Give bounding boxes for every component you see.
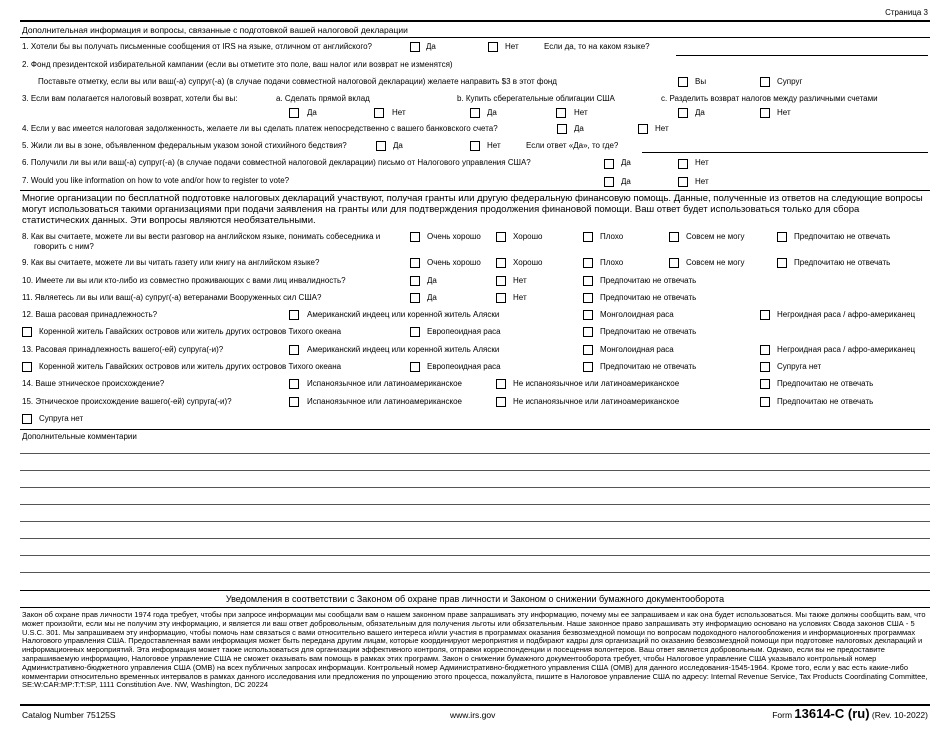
q7-no-label: Нет — [695, 177, 709, 186]
q12-option-checkbox[interactable] — [583, 327, 593, 337]
q6-text: 6. Получили ли вы или ваш(-а) супруг(-а) (в случае подачи совместной налоговой декларации) письмо от Налогового управления США? — [22, 158, 531, 167]
q5-yes-label: Да — [393, 141, 403, 150]
q12-option-checkbox[interactable] — [289, 310, 299, 320]
q5-no-checkbox[interactable] — [470, 141, 480, 151]
q8-text-line2: говорить с ним? — [34, 242, 94, 251]
form-number: 13614-C (ru) — [794, 706, 870, 721]
grant-paragraph: Многие организации по бесплатной подготовке налоговых деклараций участвуют, получая гранты или другую федеральную финансовую помощь. Данные, полученные из ответов на следующие вопросы могут использоваться такими организациями при подачи заявления на гранты или для подтверждения продолжения финановой помощи. Ваш ответ будет использоваться только для сбора статистических данных. Эти вопросы являются необязательными. — [22, 193, 923, 226]
q8-option-checkbox[interactable] — [669, 232, 679, 242]
q3-b-yes-label: Да — [487, 108, 497, 117]
q8-text-line1: 8. Как вы считаете, можете ли вы вести разговор на английском языке, понимать собеседника и — [22, 232, 381, 241]
q8-option-checkbox[interactable] — [410, 232, 420, 242]
q15-text: 15. Этническое происхождение вашего(-ей) супруга(-и)? — [22, 397, 232, 406]
q1-yes-label: Да — [426, 42, 436, 51]
q2-text: 2. Фонд президентской избирательной кампании (если вы отметите это поле, ваш налог или возврат не изменятся) — [22, 60, 453, 69]
q3-a-label: a. Сделать прямой вклад — [276, 94, 370, 103]
q14-option-label: Не испаноязычное или латиноамериканское — [513, 379, 680, 388]
divider — [20, 37, 930, 38]
q3-c-no-label: Нет — [777, 108, 791, 117]
q1-language-label: Если да, то на каком языке? — [544, 42, 650, 51]
q13-option-label: Негроидная раса / афро-американец — [777, 345, 916, 354]
q10-no-label: Нет — [513, 276, 527, 285]
comment-line[interactable] — [20, 487, 930, 488]
form-revision: (Rev. 10-2022) — [871, 710, 928, 720]
q8-option-checkbox[interactable] — [496, 232, 506, 242]
q12-option-checkbox[interactable] — [22, 327, 32, 337]
q11-text: 11. Являетесь ли вы или ваш(-а) супруг(-а) ветеранами Вооруженных сил США? — [22, 293, 322, 302]
q11-no-label: Нет — [513, 293, 527, 302]
q9-option-checkbox[interactable] — [669, 258, 679, 268]
q13-option-checkbox[interactable] — [760, 362, 770, 372]
q13-option-label: Европеоидная раса — [427, 362, 501, 371]
q3-c-yes-label: Да — [695, 108, 705, 117]
q13-option-checkbox[interactable] — [583, 362, 593, 372]
divider — [20, 190, 930, 191]
q9-option-label: Очень хорошо — [427, 258, 481, 267]
q8-option-label: Хорошо — [513, 232, 543, 241]
comment-line[interactable] — [20, 555, 930, 556]
q5-yes-checkbox[interactable] — [376, 141, 386, 151]
q2-spouse-label: Супруг — [777, 77, 803, 86]
q4-yes-label: Да — [574, 124, 584, 133]
q7-text: 7. Would you like information on how to vote and/or how to register to vote? — [22, 176, 290, 185]
q11-yes-checkbox[interactable] — [410, 293, 420, 303]
q13-option-label: Коренной житель Гавайских островов или житель других островов Тихого океана — [39, 362, 342, 371]
q9-option-checkbox[interactable] — [410, 258, 420, 268]
q11-decline-checkbox[interactable] — [583, 293, 593, 303]
q13-option-label: Супруга нет — [777, 362, 822, 371]
q10-text: 10. Имеете ли вы или кто-либо из совместно проживающих с вами лиц инвалидность? — [22, 276, 346, 285]
q12-option-label: Негроидная раса / афро-американец — [777, 310, 916, 319]
q3-a-yes-label: Да — [307, 108, 317, 117]
q10-decline-label: Предпочитаю не отвечать — [600, 276, 697, 285]
q13-option-checkbox[interactable] — [289, 345, 299, 355]
divider — [20, 590, 930, 591]
q12-option-label: Предпочитаю не отвечать — [600, 327, 697, 336]
q3-b-yes-checkbox[interactable] — [470, 108, 480, 118]
q15-option-checkbox[interactable] — [289, 397, 299, 407]
q12-option-checkbox[interactable] — [583, 310, 593, 320]
q14-option-label: Испаноязычное или латиноамериканское — [307, 379, 462, 388]
privacy-text: Закон об охране прав личности 1974 года требует, чтобы при запросе информации мы сообщали вам о нашем законном праве запрашивать эту информацию, почему мы ее запрашиваем и как она будет использоваться. Мы также должны сообщить вам, что может произойти, если мы не получим эту информацию, и является ли ваш ответ добровольным, обязательным для получения льготы или обязательным. Наше законное право запрашивать эту информацию основано на условиях Свода законов США - 5 U.S.C. 301. Мы запрашиваем эту информацию, чтобы помочь нам связаться с вами относительно вашего интереса и/или участия в программах оказания безвозмездной помощи по вопросам подоходного налогообложения и информационных программах Налогового управления США. Предоставленная вами информация может быть передана другим лицам, которые координируют мероприятия и подбирают кадры для организаций по оказанию безвозмездной помощи при подготовке налоговых деклараций и информационных мероприятий. Эта информация может также использоваться для организации эффективного контроля, отправки корреспонденции и посещения волонтеров. Ваш ответ является добровольным. Однако, если вы не предоставите запрашиваемую информацию, Налоговое управление США не сможет оказывать вам помощь в рамках этих программ. Закон о снижении бумажного документооборота требует, чтобы Налоговое управление США указывало контрольный номер Административно-бюджетного управления США (OMB) на всех публичных запросах информации. Контрольный номер Административно-бюджетного управления США (OMB) для данного исследования-1545-1964. Кроме того, если у вас есть какие-либо комментарии относительно временных интервалов в рамках данного исследования или предложения по упрощению этого процесса, пожалуйста, пишите в Налоговое управление США по адресу: Internal Revenue Service, Tax Products Coordinating Committee, SE:W:CAR:MP:T:T:SP, 1111 Constitution Ave. NW, Washington, DC 20224 — [22, 610, 928, 690]
comment-line[interactable] — [20, 538, 930, 539]
q15-option-checkbox[interactable] — [22, 414, 32, 424]
q10-yes-label: Да — [427, 276, 437, 285]
q15-option-label: Супруга нет — [39, 414, 84, 423]
q12-option-checkbox[interactable] — [410, 327, 420, 337]
q5-no-label: Нет — [487, 141, 501, 150]
q15-option-checkbox[interactable] — [496, 397, 506, 407]
comment-line[interactable] — [20, 470, 930, 471]
q3-b-no-label: Нет — [574, 108, 588, 117]
q3-c-yes-checkbox[interactable] — [678, 108, 688, 118]
q12-option-label: Европеоидная раса — [427, 327, 501, 336]
q11-decline-label: Предпочитаю не отвечать — [600, 293, 697, 302]
q14-option-label: Предпочитаю не отвечать — [777, 379, 874, 388]
q1-no-label: Нет — [505, 42, 519, 51]
q12-option-checkbox[interactable] — [760, 310, 770, 320]
q9-text: 9. Как вы считаете, можете ли вы читать газету или книгу на английском языке? — [22, 258, 320, 267]
q6-yes-label: Да — [621, 158, 631, 167]
q12-text: 12. Ваша расовая принадлежность? — [22, 310, 158, 319]
divider — [20, 429, 930, 430]
top-rule — [20, 20, 930, 22]
q3-a-no-label: Нет — [392, 108, 406, 117]
q5-text: 5. Жили ли вы в зоне, объявленном федеральным указом зоной стихийного бедствия? — [22, 141, 347, 150]
q15-option-checkbox[interactable] — [760, 397, 770, 407]
q1-no-checkbox[interactable] — [488, 42, 498, 52]
q3-text: 3. Если вам полагается налоговый возврат, хотели бы вы: — [22, 94, 238, 103]
q3-a-no-checkbox[interactable] — [374, 108, 384, 118]
q2-spouse-checkbox[interactable] — [760, 77, 770, 87]
q9-option-checkbox[interactable] — [777, 258, 787, 268]
q9-option-label: Плохо — [600, 258, 624, 267]
q7-no-checkbox[interactable] — [678, 177, 688, 187]
privacy-title: Уведомления в соответствии с Законом об охране прав личности и Законом о снижении бумажного документооборота — [225, 594, 725, 604]
q2-you-label: Вы — [695, 77, 707, 86]
q3-b-no-checkbox[interactable] — [556, 108, 566, 118]
comment-line[interactable] — [20, 572, 930, 573]
q4-yes-checkbox[interactable] — [557, 124, 567, 134]
q12-option-label: Монголоидная раса — [600, 310, 674, 319]
q6-no-checkbox[interactable] — [678, 159, 688, 169]
q13-text: 13. Расовая принадлежность вашего(-ей) супруга(-и)? — [22, 345, 224, 354]
q10-decline-checkbox[interactable] — [583, 276, 593, 286]
q2-sub-text: Поставьте отметку, если вы или ваш(-а) супруг(-а) (в случае подачи совместной налоговой декларации) желаете направить $3 в этот фонд — [38, 77, 557, 86]
q15-option-label: Предпочитаю не отвечать — [777, 397, 874, 406]
q6-no-label: Нет — [695, 158, 709, 167]
form-prefix: Form — [772, 710, 793, 720]
q14-option-checkbox[interactable] — [496, 379, 506, 389]
q8-option-label: Совсем не могу — [686, 232, 745, 241]
q7-yes-label: Да — [621, 177, 631, 186]
comment-line[interactable] — [20, 521, 930, 522]
q4-no-checkbox[interactable] — [638, 124, 648, 134]
q7-yes-checkbox[interactable] — [604, 177, 614, 187]
comment-line[interactable] — [20, 504, 930, 505]
q11-no-checkbox[interactable] — [496, 293, 506, 303]
q10-no-checkbox[interactable] — [496, 276, 506, 286]
q13-option-label: Предпочитаю не отвечать — [600, 362, 697, 371]
q9-option-label: Хорошо — [513, 258, 543, 267]
q4-text: 4. Если у вас имеется налоговая задолженность, желаете ли вы сделать платеж непосредственно с вашего банковского счета? — [22, 124, 498, 133]
q9-option-label: Совсем не могу — [686, 258, 745, 267]
comments-label: Дополнительные комментарии — [22, 432, 137, 441]
q13-option-label: Монголоидная раса — [600, 345, 674, 354]
q8-option-label: Предпочитаю не отвечать — [794, 232, 891, 241]
q10-yes-checkbox[interactable] — [410, 276, 420, 286]
q8-option-label: Очень хорошо — [427, 232, 481, 241]
irs-url[interactable]: www.irs.gov — [450, 710, 496, 720]
q1-yes-checkbox[interactable] — [410, 42, 420, 52]
q6-yes-checkbox[interactable] — [604, 159, 614, 169]
q12-option-label: Американский индеец или коренной житель Аляски — [307, 310, 500, 319]
q9-option-label: Предпочитаю не отвечать — [794, 258, 891, 267]
section-title: Дополнительная информация и вопросы, связанные с подготовкой вашей налоговой декларации — [22, 25, 408, 35]
catalog-number: Catalog Number 75125S — [22, 710, 116, 720]
q8-option-checkbox[interactable] — [777, 232, 787, 242]
q13-option-checkbox[interactable] — [22, 362, 32, 372]
q5-where-label: Если ответ «Да», то где? — [526, 141, 619, 150]
page-label: Страница 3 — [885, 8, 928, 17]
q13-option-label: Американский индеец или коренной житель Аляски — [307, 345, 500, 354]
q8-option-label: Плохо — [600, 232, 624, 241]
q1-language-field[interactable] — [676, 55, 928, 56]
q14-option-checkbox[interactable] — [289, 379, 299, 389]
q9-option-checkbox[interactable] — [583, 258, 593, 268]
q11-yes-label: Да — [427, 293, 437, 302]
q15-option-label: Испаноязычное или латиноамериканское — [307, 397, 462, 406]
q2-you-checkbox[interactable] — [678, 77, 688, 87]
q5-where-field[interactable] — [642, 152, 928, 153]
form-id — [772, 707, 928, 722]
q13-option-checkbox[interactable] — [760, 345, 770, 355]
q3-c-no-checkbox[interactable] — [760, 108, 770, 118]
q9-option-checkbox[interactable] — [496, 258, 506, 268]
divider — [20, 607, 930, 608]
q3-c-label: c. Разделить возврат налогов между различными счетами — [661, 94, 878, 103]
q12-option-label: Коренной житель Гавайских островов или житель других островов Тихого океана — [39, 327, 342, 336]
q3-a-yes-checkbox[interactable] — [289, 108, 299, 118]
q14-text: 14. Ваше этническое происхождение? — [22, 379, 165, 388]
q1-text: 1. Хотели бы вы получать письменные сообщения от IRS на языке, отличном от английского? — [22, 42, 372, 51]
q13-option-checkbox[interactable] — [410, 362, 420, 372]
q15-option-label: Не испаноязычное или латиноамериканское — [513, 397, 680, 406]
q4-no-label: Нет — [655, 124, 669, 133]
comment-line[interactable] — [20, 453, 930, 454]
q14-option-checkbox[interactable] — [760, 379, 770, 389]
q13-option-checkbox[interactable] — [583, 345, 593, 355]
q3-b-label: b. Купить сберегательные облигации США — [457, 94, 615, 103]
q8-option-checkbox[interactable] — [583, 232, 593, 242]
